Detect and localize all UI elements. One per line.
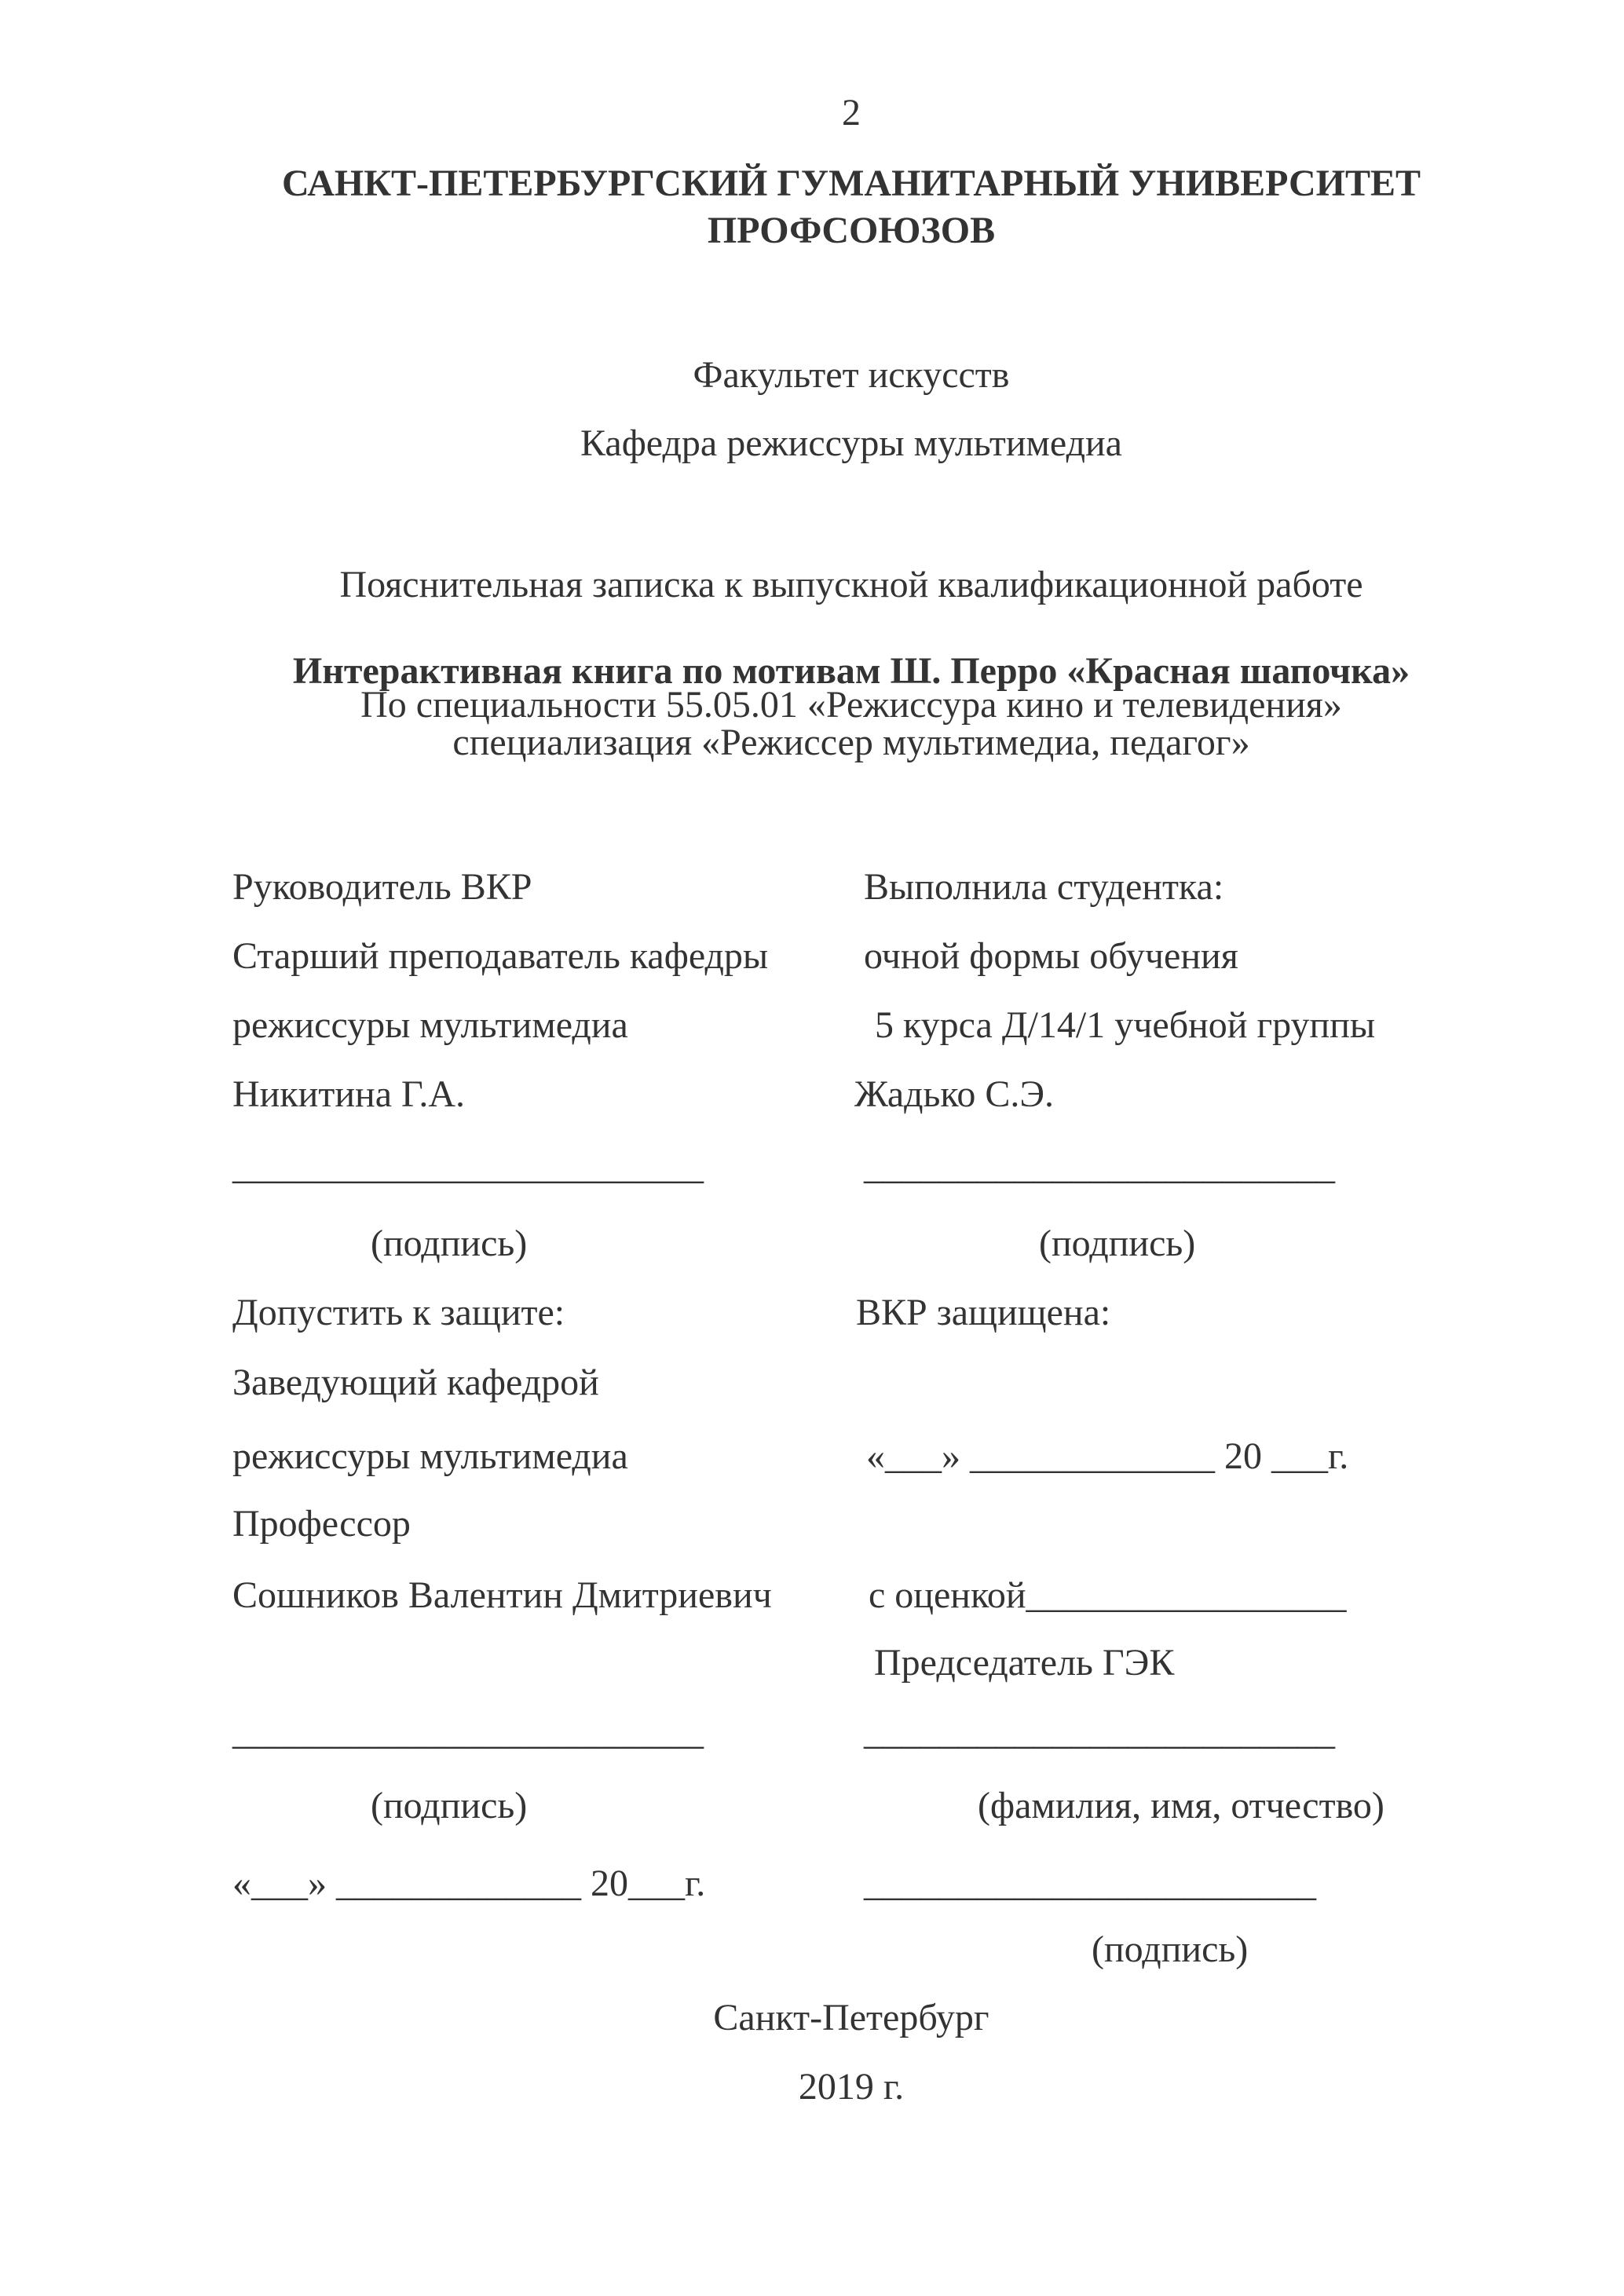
admission-signature-line: _________________________: [232, 1711, 704, 1753]
chairman-name-caption: (фамилия, имя, отчество): [978, 1785, 1384, 1826]
gek-chairman-title: Председатель ГЭК: [874, 1642, 1175, 1684]
chairman-signature-line: ________________________: [864, 1863, 1316, 1904]
advisor-signature-caption: (подпись): [371, 1223, 528, 1264]
admission-signature-caption: (подпись): [371, 1785, 528, 1826]
advisor-position-line2: режиссуры мультимедиа: [232, 1004, 628, 1046]
footer-city: Санкт-Петербург: [713, 1997, 989, 2038]
advisor-position-line1: Старший преподаватель кафедры: [232, 935, 769, 977]
admission-date-line: «___» _____________ 20___г.: [232, 1863, 706, 1904]
university-name-line2: ПРОФСОЮЗОВ: [707, 210, 996, 251]
defense-heading: ВКР защищена:: [856, 1292, 1111, 1333]
faculty-name: Факультет искусств: [693, 354, 1010, 396]
student-heading: Выполнила студентка:: [864, 866, 1224, 908]
advisor-role: Руководитель ВКР: [232, 866, 532, 908]
specialty-line: По специальности 55.05.01 «Режиссура кино и телевидения»: [360, 684, 1342, 726]
defense-date-line: «___» _____________ 20 ___г.: [866, 1435, 1349, 1477]
student-signature-caption: (подпись): [1039, 1223, 1196, 1264]
advisor-signature-line: _________________________: [232, 1146, 704, 1187]
chairman-name-line: _________________________: [864, 1711, 1335, 1753]
defense-grade-line: с оценкой_________________: [869, 1574, 1347, 1616]
dept-head-title-line3: Профессор: [232, 1503, 411, 1545]
student-signature-line: _________________________: [864, 1146, 1335, 1187]
university-name-line1: САНКТ-ПЕТЕРБУРГСКИЙ ГУМАНИТАРНЫЙ УНИВЕРСИТЕТ: [281, 163, 1421, 204]
footer-year: 2019 г.: [798, 2066, 905, 2108]
specialization-line: специализация «Режиссер мультимедиа, педагог»: [452, 722, 1250, 763]
document-type: Пояснительная записка к выпускной квалификационной работе: [339, 564, 1363, 605]
department-name: Кафедра режиссуры мультимедиа: [580, 422, 1122, 464]
student-info-line1: очной формы обучения: [864, 935, 1238, 977]
dept-head-title-line1: Заведующий кафедрой: [232, 1362, 599, 1403]
dept-head-name: Сошников Валентин Дмитриевич: [232, 1574, 772, 1616]
chairman-signature-caption: (подпись): [1092, 1929, 1249, 1970]
thesis-title: Интерактивная книга по мотивам Ш. Перро «Красная шапочка»: [292, 650, 1410, 692]
dept-head-title-line2: режиссуры мультимедиа: [232, 1435, 628, 1477]
advisor-name: Никитина Г.А.: [232, 1073, 466, 1115]
student-info-line2: 5 курса Д/14/1 учебной группы: [875, 1004, 1376, 1046]
student-name: Жадько С.Э.: [854, 1073, 1055, 1115]
admission-heading: Допустить к защите:: [232, 1292, 565, 1333]
page-number: 2: [842, 92, 861, 133]
